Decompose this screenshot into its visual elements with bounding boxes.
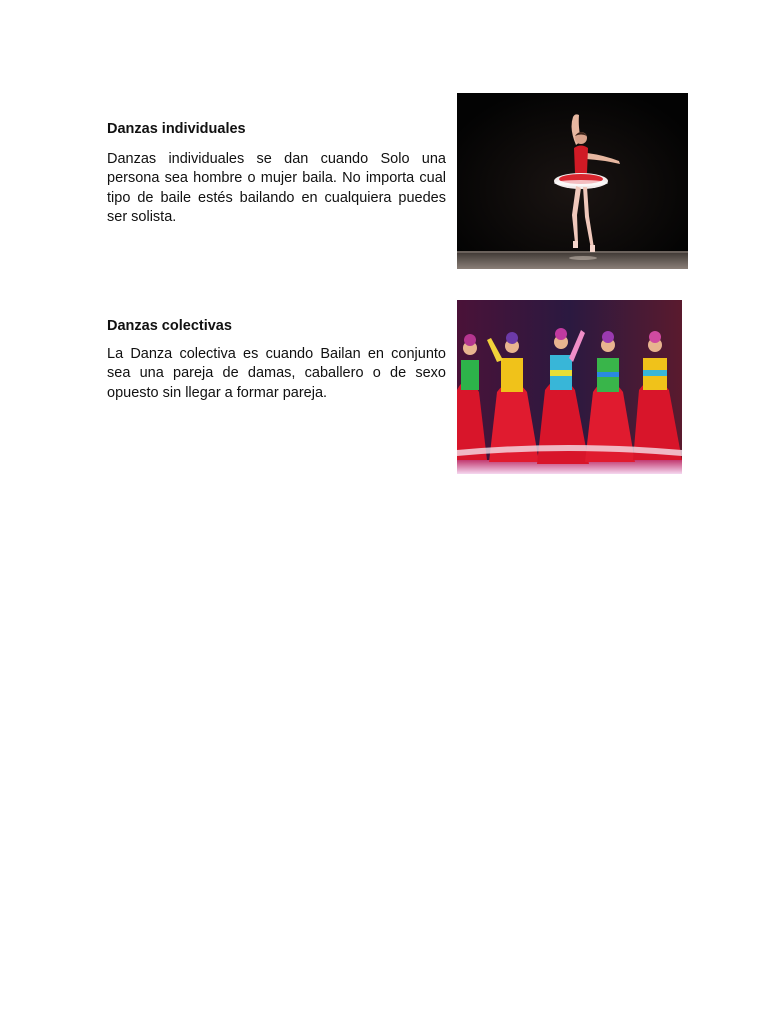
section-title-individual: Danzas individuales (107, 121, 246, 137)
group-dance-image (457, 300, 682, 474)
ballerina-image (457, 93, 688, 269)
section-text-individual: Danzas individuales se dan cuando Solo una persona sea hombre o mujer baila. No importa cual tipo de baile estés bailando en cualquiera puedes ser solista. (107, 151, 446, 225)
section-title-collective: Danzas colectivas (107, 318, 232, 334)
ballerina-photo (457, 93, 688, 269)
group-dance-photo (457, 300, 682, 474)
section-text-collective: La Danza colectiva es cuando Bailan en conjunto sea una pareja de damas, caballero o de sexo opuesto sin llegar a formar pareja. (107, 346, 446, 401)
